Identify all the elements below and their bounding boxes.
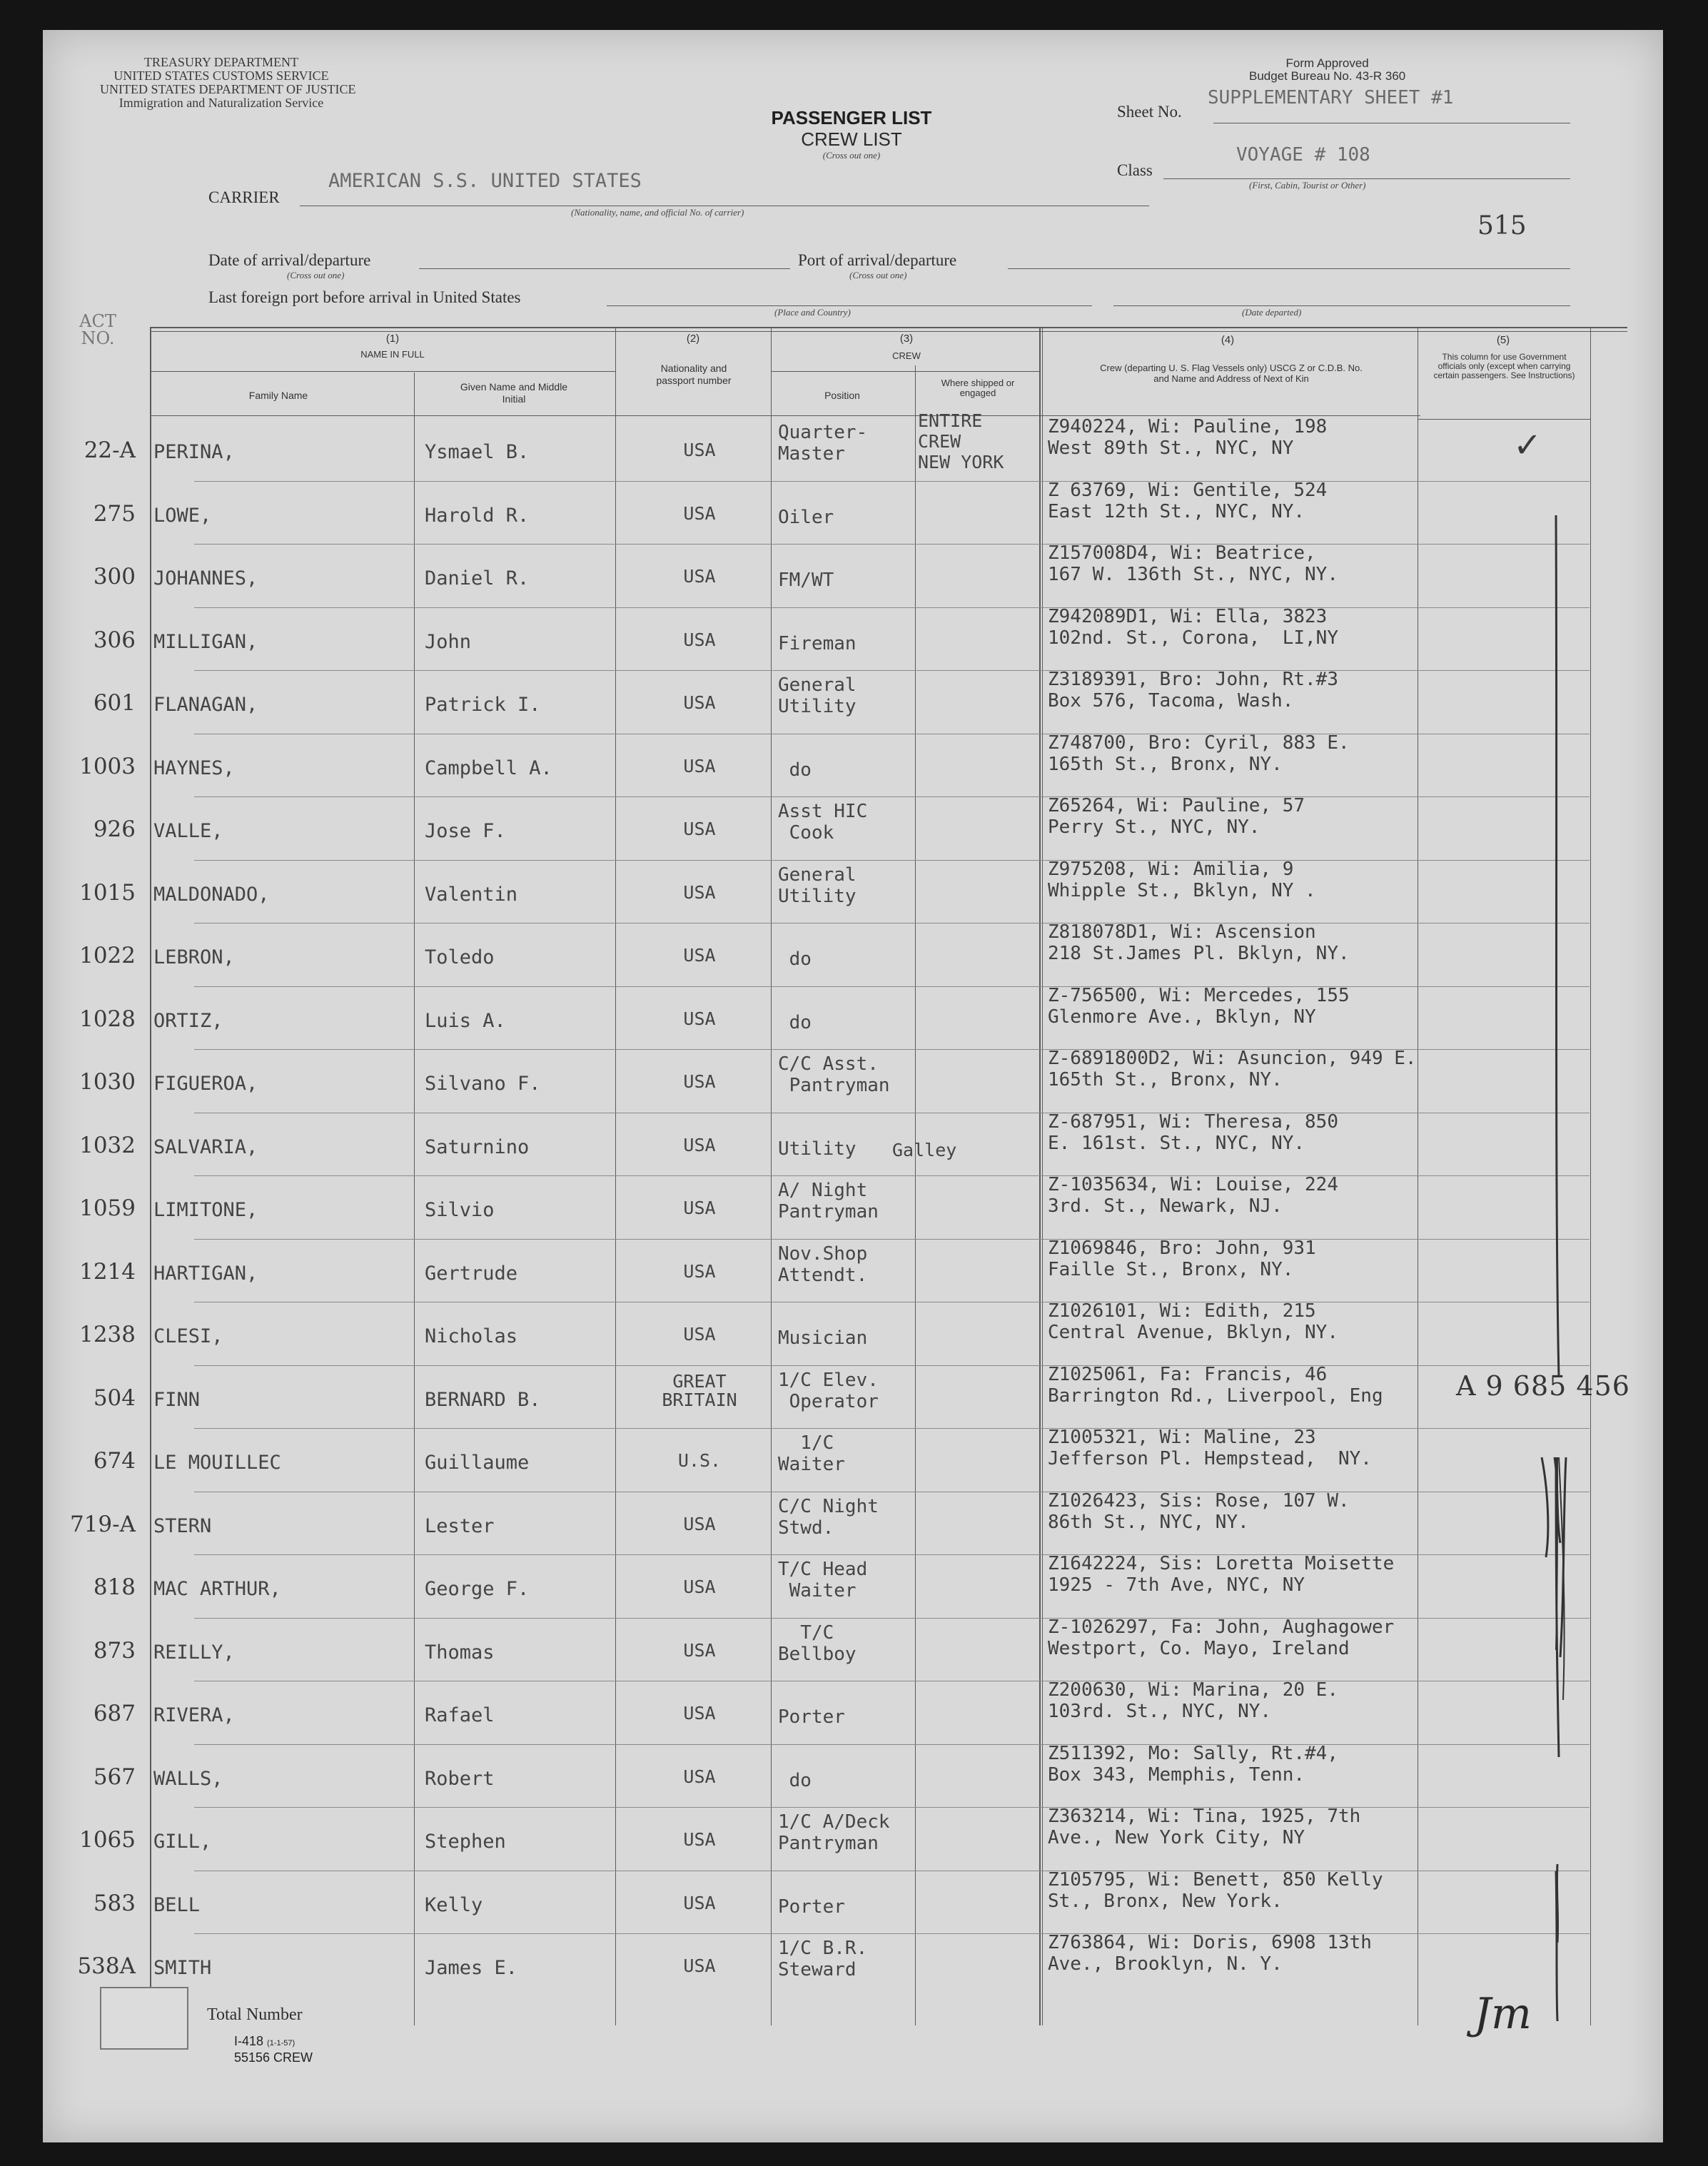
next-of-kin: Z363214, Wi: Tina, 1925, 7th Ave., New York City, NY <box>1048 1806 1361 1848</box>
act-number: 674 <box>93 1448 136 1474</box>
given-name: Rafael <box>425 1704 495 1726</box>
given-name: Harold R. <box>425 505 530 527</box>
next-of-kin: Z200630, Wi: Marina, 20 E. 103rd. St., NYC, NY. <box>1048 1679 1338 1722</box>
nationality: USA <box>683 629 716 650</box>
act-number: 1238 <box>79 1322 136 1347</box>
nationality: USA <box>683 1008 716 1029</box>
position: do <box>778 1012 812 1033</box>
position: Oiler <box>778 507 834 528</box>
nationality: USA <box>683 692 716 713</box>
position-header: Position <box>824 390 860 401</box>
sheet-no-value: SUPPLEMENTARY SHEET #1 <box>1208 87 1454 108</box>
col4-title: Crew (departing U. S. Flag Vessels only) USCG Z or C.D.B. No. and Name and Address of Next of Kin <box>1100 363 1363 384</box>
table-row <box>43 481 1663 544</box>
handwritten-initials: Jm <box>1474 1989 1532 2039</box>
table-row <box>43 734 1663 796</box>
family-name: ORTIZ, <box>153 1010 223 1032</box>
family-name: HARTIGAN, <box>153 1262 258 1285</box>
family-name: FLANAGAN, <box>153 694 258 716</box>
given-name: Kelly <box>425 1894 483 1916</box>
family-name: BELL <box>153 1894 201 1916</box>
family-name: SALVARIA, <box>153 1136 258 1158</box>
act-number: 583 <box>93 1891 136 1916</box>
col1-title: NAME IN FULL <box>360 349 425 360</box>
position: General Utility <box>778 674 856 717</box>
position: 1/C Elev. Operator <box>778 1370 879 1412</box>
nationality: USA <box>683 566 716 587</box>
position: A/ Night Pantryman <box>778 1180 879 1223</box>
nationality: GREAT BRITAIN <box>662 1371 737 1410</box>
act-number: 1030 <box>79 1069 136 1095</box>
table-row <box>43 1049 1663 1112</box>
given-name: Toledo <box>425 946 495 968</box>
given-name: Stephen <box>425 1831 506 1853</box>
table-row <box>43 1239 1663 1302</box>
table-row <box>43 1113 1663 1175</box>
crew-list-title: CREW LIST <box>801 128 902 150</box>
where-shipped-header: Where shipped or engaged <box>941 378 1015 398</box>
budget-bureau: Budget Bureau No. 43-R 360 <box>1249 69 1406 83</box>
family-name: GILL, <box>153 1831 212 1853</box>
position: Utility <box>778 1138 856 1160</box>
family-name: MALDONADO, <box>153 884 270 906</box>
next-of-kin: Z818078D1, Wi: Ascension 218 St.James Pl. Bklyn, NY. <box>1048 921 1350 964</box>
given-name: Luis A. <box>425 1010 506 1032</box>
act-number: 1003 <box>79 754 136 779</box>
table-row <box>43 1365 1663 1428</box>
table-row <box>43 796 1663 859</box>
table-row <box>43 1554 1663 1617</box>
next-of-kin: Z 63769, Wi: Gentile, 524 East 12th St., NYC, NY. <box>1048 480 1328 522</box>
passenger-list-title: PASSENGER LIST <box>771 107 932 128</box>
act-number: 601 <box>93 690 136 716</box>
family-name: WALLS, <box>153 1768 223 1790</box>
handwritten-registration-number: A 9 685 456 <box>1456 1370 1630 1402</box>
nationality: USA <box>683 1261 716 1282</box>
col5-number: (5) <box>1496 334 1510 346</box>
position: 1/C B.R. Steward <box>778 1938 868 1980</box>
family-name: STERN <box>153 1515 212 1537</box>
page-number: 515 <box>1477 211 1527 241</box>
port-label: Port of arrival/departure <box>798 251 957 269</box>
next-of-kin: Z763864, Wi: Doris, 6908 13th Ave., Brooklyn, N. Y. <box>1048 1932 1372 1975</box>
class-value: VOYAGE # 108 <box>1236 144 1370 166</box>
next-of-kin: Z975208, Wi: Amilia, 9 Whipple St., Bklyn, NY . <box>1048 859 1316 901</box>
family-name: FINN <box>153 1389 201 1411</box>
next-of-kin: Z-687951, Wi: Theresa, 850 E. 161st. St., NYC, NY. <box>1048 1111 1338 1154</box>
col3-number: (3) <box>899 333 914 345</box>
form-approved-block <box>1249 57 1405 83</box>
table-row <box>43 1175 1663 1238</box>
date-departed-note: (Date departed) <box>1242 307 1302 318</box>
next-of-kin: Z1005321, Wi: Maline, 23 Jefferson Pl. Hempstead, NY. <box>1048 1427 1372 1469</box>
total-number-label: Total Number <box>207 2005 303 2024</box>
nationality: USA <box>683 1324 716 1345</box>
family-name: LOWE, <box>153 505 212 527</box>
table-row <box>43 410 1663 480</box>
position: do <box>778 1770 812 1791</box>
act-number: 1022 <box>79 943 136 968</box>
table-row <box>43 607 1663 670</box>
family-name: MAC ARTHUR, <box>153 1578 281 1600</box>
position: T/C Head Waiter <box>778 1559 868 1601</box>
given-name: George F. <box>425 1578 530 1600</box>
act-number: 1059 <box>79 1195 136 1221</box>
given-name: Gertrude <box>425 1262 518 1285</box>
given-name: James E. <box>425 1957 518 1979</box>
given-name: Jose F. <box>425 820 506 842</box>
table-row <box>43 923 1663 986</box>
form-number: I-418 <box>234 2034 264 2048</box>
act-number: 1028 <box>79 1006 136 1032</box>
act-no-header: ACT NO. <box>79 311 116 348</box>
table-row <box>43 1744 1663 1807</box>
agency-line-4: Immigration and Naturalization Service <box>118 96 324 110</box>
act-number: 1065 <box>79 1827 136 1853</box>
family-name: PERINA, <box>153 441 235 463</box>
given-name: Thomas <box>425 1641 495 1664</box>
table-row <box>43 1428 1663 1491</box>
position: C/C Asst. Pantryman <box>778 1053 890 1096</box>
family-name: HAYNES, <box>153 757 235 779</box>
position: Porter <box>778 1706 845 1728</box>
act-number: 275 <box>93 501 136 527</box>
next-of-kin: Z-1035634, Wi: Louise, 224 3rd. St., Newark, NJ. <box>1048 1174 1338 1217</box>
position: do <box>778 759 812 781</box>
next-of-kin: Z65264, Wi: Pauline, 57 Perry St., NYC, NY. <box>1048 795 1305 838</box>
next-of-kin: Z940224, Wi: Pauline, 198 West 89th St., NYC, NY <box>1048 416 1328 459</box>
table-row <box>43 670 1663 733</box>
cross-out-note: (Cross out one) <box>822 150 881 161</box>
carrier-note: (Nationality, name, and official No. of carrier) <box>571 207 744 218</box>
nationality: USA <box>683 1071 716 1092</box>
sheet-no-label: Sheet No. <box>1117 103 1182 121</box>
nationality: USA <box>683 1955 716 1976</box>
position: T/C Bellboy <box>778 1622 856 1665</box>
table-row <box>43 986 1663 1049</box>
position: Fireman <box>778 633 856 654</box>
table-row <box>43 1681 1663 1744</box>
given-name: Ysmael B. <box>425 441 530 463</box>
next-of-kin: Z1026423, Sis: Rose, 107 W. 86th St., NYC, NY. <box>1048 1490 1350 1533</box>
given-name: Nicholas <box>425 1325 518 1347</box>
last-port-label: Last foreign port before arrival in United States <box>208 288 521 306</box>
act-number: 567 <box>93 1764 136 1790</box>
act-number: 306 <box>93 627 136 653</box>
where-shipped: ENTIRE CREW NEW YORK <box>918 410 1004 472</box>
family-name: LE MOUILLEC <box>153 1452 281 1474</box>
agency-header <box>100 55 356 110</box>
next-of-kin: Z748700, Bro: Cyril, 883 E. 165th St., Bronx, NY. <box>1048 732 1350 775</box>
given-name: Guillaume <box>425 1452 530 1474</box>
family-name: FIGUEROA, <box>153 1073 258 1095</box>
act-number: 719-A <box>69 1512 136 1537</box>
nationality: USA <box>683 819 716 839</box>
given-name: Silvano F. <box>425 1073 541 1095</box>
document-page <box>43 30 1663 2142</box>
nationality: USA <box>683 1893 716 1913</box>
given-name: Daniel R. <box>425 567 530 589</box>
given-name: Robert <box>425 1768 495 1790</box>
table-row <box>43 1492 1663 1554</box>
nationality: USA <box>683 1514 716 1534</box>
nationality: USA <box>683 1640 716 1661</box>
port-note: (Cross out one) <box>849 270 907 280</box>
act-number: 22-A <box>84 437 136 463</box>
list-title <box>744 107 959 161</box>
position: do <box>778 948 812 970</box>
nationality: USA <box>683 1135 716 1155</box>
nationality: USA <box>683 1766 716 1787</box>
col3-title: CREW <box>892 350 921 361</box>
given-name: Campbell A. <box>425 757 552 779</box>
next-of-kin: Z1026101, Wi: Edith, 215 Central Avenue, Bklyn, NY. <box>1048 1300 1338 1343</box>
family-name: REILLY, <box>153 1641 235 1664</box>
total-number-box <box>100 1987 188 2050</box>
col4-number: (4) <box>1221 334 1235 346</box>
next-of-kin: Z105795, Wi: Benett, 850 Kelly St., Bronx, New York. <box>1048 1869 1383 1912</box>
form-approved: Form Approved <box>1285 56 1369 70</box>
arrival-note: (Cross out one) <box>287 270 345 280</box>
act-number: 538A <box>77 1953 136 1979</box>
given-name: Patrick I. <box>425 694 541 716</box>
act-number: 504 <box>93 1385 136 1411</box>
where-shipped: Galley <box>892 1140 957 1160</box>
next-of-kin: Z-1026297, Fa: John, Aughagower Westport, Co. Mayo, Ireland <box>1048 1616 1395 1659</box>
act-number: 1032 <box>79 1133 136 1158</box>
table-row <box>43 1302 1663 1365</box>
col1-number: (1) <box>385 333 400 345</box>
next-of-kin: Z3189391, Bro: John, Rt.#3 Box 576, Tacoma, Wash. <box>1048 669 1338 712</box>
family-name: RIVERA, <box>153 1704 235 1726</box>
act-number: 818 <box>93 1574 136 1600</box>
table-row <box>43 544 1663 607</box>
checkmark: ✓ <box>1513 425 1542 465</box>
carrier-label: CARRIER <box>208 188 280 206</box>
given-name: Lester <box>425 1515 495 1537</box>
agency-line-1: TREASURY DEPARTMENT <box>143 55 299 69</box>
col2-number: (2) <box>686 333 700 345</box>
given-name-header: Given Name and Middle Initial <box>460 381 568 405</box>
form-code: 55156 CREW <box>234 2050 313 2065</box>
nationality: USA <box>683 1703 716 1724</box>
nationality-header: Nationality and passport number <box>656 363 732 386</box>
family-name: LEBRON, <box>153 946 235 968</box>
nationality: USA <box>683 882 716 903</box>
family-name: CLESI, <box>153 1325 223 1347</box>
nationality: USA <box>683 440 716 460</box>
table-row <box>43 1871 1663 1933</box>
class-note: (First, Cabin, Tourist or Other) <box>1249 180 1366 191</box>
col5-title: This column for use Government officials only (except when carrying certain passengers. See Instructions) <box>1433 352 1575 380</box>
table-row <box>43 1807 1663 1870</box>
position: C/C Night Stwd. <box>778 1496 879 1539</box>
position: Asst HIC Cook <box>778 801 868 844</box>
next-of-kin: Z1642224, Sis: Loretta Moisette 1925 - 7th Ave, NYC, NY <box>1048 1553 1395 1596</box>
next-of-kin: Z-756500, Wi: Mercedes, 155 Glenmore Ave., Bklyn, NY <box>1048 985 1350 1028</box>
family-name: SMITH <box>153 1957 212 1979</box>
agency-line-2: UNITED STATES CUSTOMS SERVICE <box>113 69 329 83</box>
table-row <box>43 1933 1663 1996</box>
agency-line-3: UNITED STATES DEPARTMENT OF JUSTICE <box>100 82 356 96</box>
next-of-kin: Z157008D4, Wi: Beatrice, 167 W. 136th St., NYC, NY. <box>1048 542 1338 585</box>
next-of-kin: Z511392, Mo: Sally, Rt.#4, Box 343, Memphis, Tenn. <box>1048 1743 1338 1786</box>
nationality: U.S. <box>677 1450 722 1471</box>
act-number: 873 <box>93 1638 136 1664</box>
position: Nov.Shop Attendt. <box>778 1243 868 1286</box>
family-name-header: Family Name <box>248 390 308 401</box>
carrier-value: AMERICAN S.S. UNITED STATES <box>328 170 642 192</box>
act-number: 687 <box>93 1701 136 1726</box>
position: Quarter- Master <box>778 422 868 465</box>
given-name: Saturnino <box>425 1136 530 1158</box>
form-date: (1-1-57) <box>267 2039 295 2048</box>
next-of-kin: Z1025061, Fa: Francis, 46 Barrington Rd., Liverpool, Eng <box>1048 1364 1383 1407</box>
next-of-kin: Z1069846, Bro: John, 931 Faille St., Bronx, NY. <box>1048 1238 1316 1280</box>
nationality: USA <box>683 1577 716 1597</box>
family-name: LIMITONE, <box>153 1199 258 1221</box>
nationality: USA <box>683 945 716 966</box>
form-id <box>234 2034 313 2065</box>
position: 1/C A/Deck Pantryman <box>778 1811 890 1854</box>
place-note: (Place and Country) <box>774 307 851 318</box>
given-name: BERNARD B. <box>425 1389 541 1411</box>
nationality: USA <box>683 1829 716 1850</box>
given-name: Valentin <box>425 884 518 906</box>
position: 1/C Waiter <box>778 1432 845 1475</box>
given-name: John <box>425 631 472 653</box>
nationality: USA <box>683 1198 716 1218</box>
act-number: 926 <box>93 816 136 842</box>
col5-pen-marks <box>1513 472 1599 2028</box>
class-label: Class <box>1117 161 1153 179</box>
act-number: 1214 <box>79 1259 136 1285</box>
family-name: JOHANNES, <box>153 567 258 589</box>
act-number: 1015 <box>79 880 136 906</box>
family-name: VALLE, <box>153 820 223 842</box>
family-name: MILLIGAN, <box>153 631 258 653</box>
act-number: 300 <box>93 564 136 589</box>
position: Porter <box>778 1896 845 1918</box>
position: FM/WT <box>778 570 834 591</box>
nationality: USA <box>683 756 716 776</box>
nationality: USA <box>683 503 716 524</box>
arrival-label: Date of arrival/departure <box>208 251 371 269</box>
next-of-kin: Z-6891800D2, Wi: Asuncion, 949 E. 165th St., Bronx, NY. <box>1048 1048 1417 1090</box>
next-of-kin: Z942089D1, Wi: Ella, 3823 102nd. St., Corona, LI,NY <box>1048 606 1338 649</box>
position: Musician <box>778 1327 868 1349</box>
table-row <box>43 860 1663 923</box>
position: General Utility <box>778 864 856 907</box>
table-row <box>43 1618 1663 1681</box>
given-name: Silvio <box>425 1199 495 1221</box>
